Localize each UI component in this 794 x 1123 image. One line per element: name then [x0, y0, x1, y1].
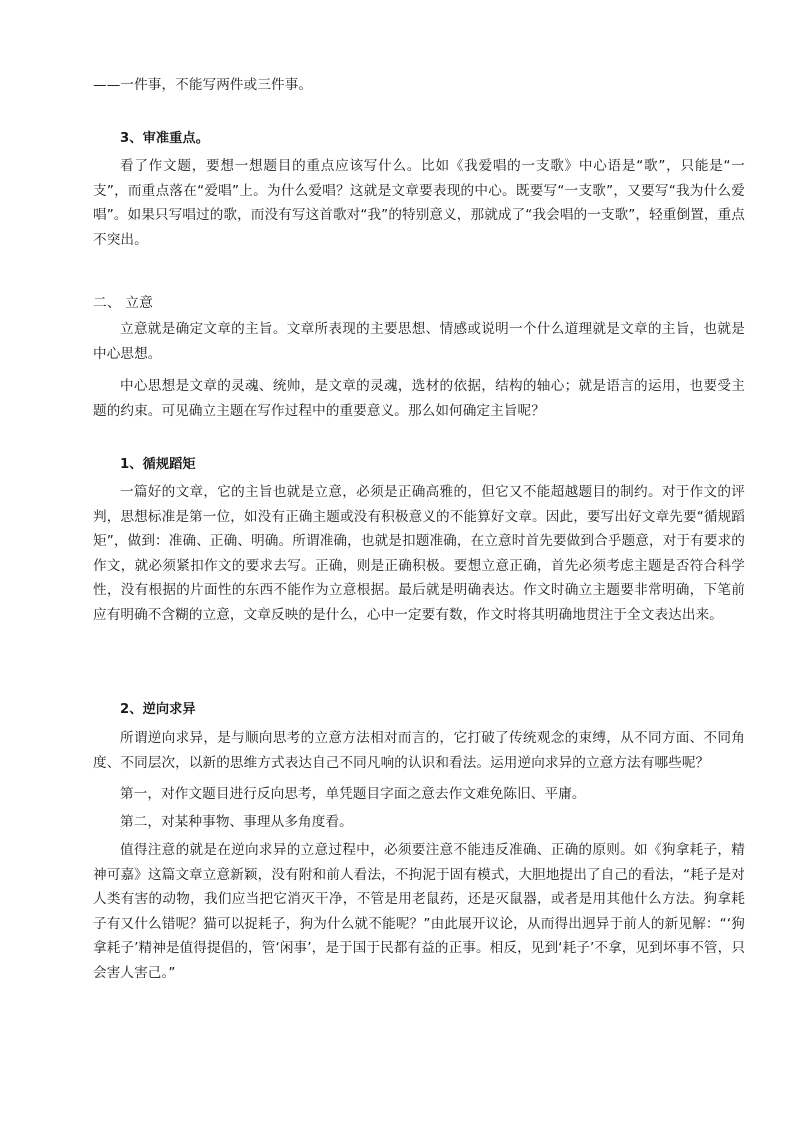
- paragraph-reverse-first: 第一，对作文题目进行反向思考，单凭题目字面之意去作文难免陈旧、平庸。: [120, 786, 586, 802]
- heading-1-rules: 1、循规蹈矩: [120, 457, 196, 472]
- paragraph-reverse-intro: 所谓逆向求异，是与顺向思考的立意方法相对而言的，它打破了传统观念的束缚，从不同方面、不同角度、不同层次，以新的思维方式表达自己不同凡响的认识和看法。运用逆向求异的立意方法有哪些呢？: [93, 730, 745, 771]
- paragraph-liyi-definition: 立意就是确定文章的主旨。文章所表现的主要思想、情感或说明一个什么道理就是文章的主旨，也就是中心思想。: [93, 321, 745, 362]
- paragraph-rules: 一篇好的文章，它的主旨也就是立意，必须是正确高雅的，但它又不能超越题目的制约。对于作文的评判，思想标准是第一位，如没有正确主题或没有积极意义的不能算好文章。因此，要写出好文章先要“循规蹈矩”，做到：准确、正确、明确。所谓准确，也就是扣题准确，在立意时首先要做到合乎题意，对于有要求的作文，就必须紧扣作文的要求去写。正确，则是正确积极。要想立意正确，首先必须考虑主题是否符合科学性，没有根据的片面性的东西不能作为立意根据。最后就是明确表达。作文时确立主题要非常明确，下笔前应有明确不含糊的立意，文章反映的是什么，心中一定要有数，作文时将其明确地贯注于全文表达出来。: [93, 484, 745, 623]
- heading-2-reverse: 2、逆向求异: [120, 702, 196, 717]
- paragraph-reverse-example: 值得注意的就是在逆向求异的立意过程中，必须要注意不能违反准确、正确的原则。如《狗拿耗子，精神可嘉》这篇文章立意新颖，没有附和前人看法，不拘泥于固有模式，大胆地提出了自己的看法，“耗子是对人类有害的动物，我们应当把它消灭干净，不管是用老鼠药，还是灭鼠器，或者是用其他什么方法。狗拿耗子有又什么错呢？猫可以捉耗子，狗为什么就不能呢？”由此展开议论，从而得出迥异于前人的新见解：“‘狗拿耗子’精神是值得提倡的，管‘闲事’，是于国于民都有益的正事。相反，见到‘耗子’不拿，见到坏事不管，只会害人害己。”: [93, 842, 746, 981]
- paragraph-reverse-second: 第二，对某种事物、事理从多角度看。: [120, 814, 353, 830]
- paragraph-focus: 看了作文题，要想一想题目的重点应该写什么。比如《我爱唱的一支歌》中心语是“歌”，只能是“一支”，而重点落在“爱唱”上。为什么爱唱？这就是文章要表现的中心。既要写“一支歌”，又要写“我为什么爱唱”。如果只写唱过的歌，而没有写这首歌对“我”的特别意义，那就成了“我会唱的一支歌”，轻重倒置，重点不突出。: [93, 158, 745, 248]
- paragraph-intro-line: ——一件事，不能写两件或三件事。: [93, 77, 313, 93]
- section-title-liyi: 二、 立意: [93, 295, 154, 311]
- heading-3-focus: 3、审准重点。: [120, 131, 210, 146]
- paragraph-liyi-importance: 中心思想是文章的灵魂、统帅，是文章的灵魂，选材的依据，结构的轴心；就是语言的运用，也要受主题的约束。可见确立主题在写作过程中的重要意义。那么如何确定主旨呢？: [93, 378, 745, 419]
